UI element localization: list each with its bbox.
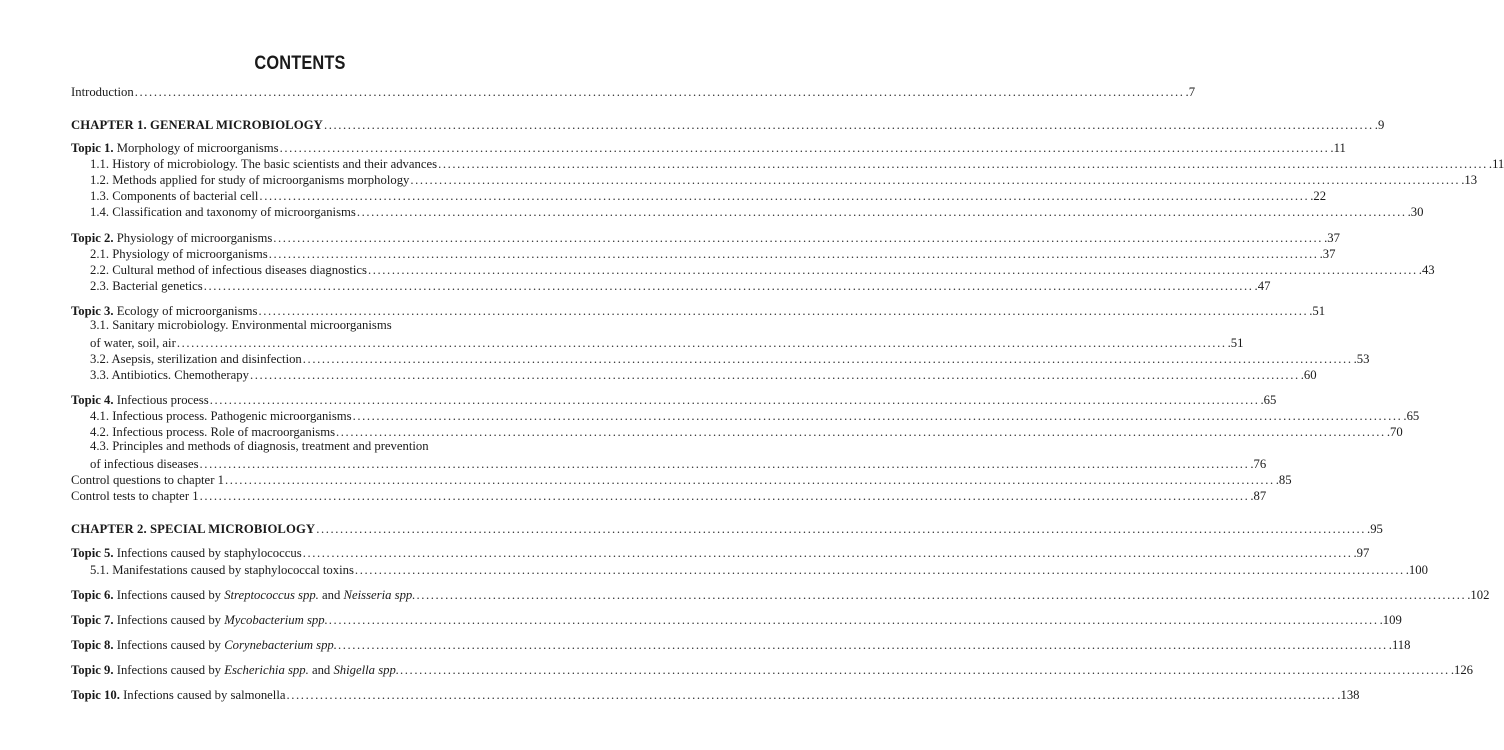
page-number: .65 <box>1403 409 1420 423</box>
toc-entry-topic-10[interactable] <box>71 686 1360 703</box>
page-number: .70 <box>1386 425 1403 439</box>
entry-label <box>71 141 279 156</box>
dot-leader: ............................................................................................................................................................................................................................ <box>176 336 1227 350</box>
dot-leader: ............................................................................................................................................................................................................................ <box>209 393 1260 407</box>
page-number: .85 <box>1275 473 1292 487</box>
entry-label: CHAPTER 1. GENERAL MICROBIOLOGY <box>71 118 323 132</box>
page-number: .53 <box>1353 352 1370 366</box>
toc-entry-topic-3[interactable] <box>71 302 1326 319</box>
entry-label: of infectious diseases <box>90 457 199 471</box>
topic-title: Infectious process <box>113 393 209 407</box>
dot-leader: ............................................................................................................................................................................................................................ <box>302 352 1353 366</box>
topic-number: Topic 7. <box>71 613 114 627</box>
entry-label <box>71 304 257 319</box>
topic-number: Topic 8. <box>71 638 114 652</box>
toc-entry-topic-6[interactable] <box>71 586 1490 603</box>
topic-title: Infections caused by <box>113 638 225 652</box>
toc-entry-topic-7[interactable] <box>71 611 1402 628</box>
page-number: .95 <box>1367 522 1383 536</box>
toc-entry-3-2[interactable] <box>90 350 1370 367</box>
entry-label: 1.3. Components of bacterial cell <box>90 189 259 203</box>
toc-entry-2-1[interactable] <box>90 245 1336 262</box>
topic-title: Infections caused by <box>113 613 225 627</box>
page-number: .22 <box>1310 189 1327 203</box>
page-number: .126 <box>1450 663 1474 677</box>
page-number: .13 <box>1461 173 1478 187</box>
genus-name: Shigella spp. <box>333 663 399 677</box>
page-number: .109 <box>1379 613 1402 627</box>
page-number: .9 <box>1374 118 1385 132</box>
dot-leader: ............................................................................................................................................................................................................................ <box>199 457 1250 471</box>
toc-entry-topic-9[interactable] <box>71 661 1474 678</box>
conjunction: and <box>308 663 334 677</box>
page-title: CONTENTS <box>254 53 346 74</box>
toc-entry-topic-8[interactable] <box>71 636 1411 653</box>
dot-leader: ............................................................................................................................................................................................................................ <box>259 189 1310 203</box>
page-number: .47 <box>1254 279 1271 293</box>
toc-entry-1-4[interactable] <box>90 203 1424 220</box>
topic-number: Topic 2. <box>71 231 114 245</box>
entry-label <box>71 638 337 653</box>
dot-leader: ............................................................................................................................................................................................................................ <box>203 279 1254 293</box>
entry-label: 4.2. Infectious process. Role of macroorganisms <box>90 425 336 439</box>
topic-title: Morphology of microorganisms <box>113 141 279 155</box>
toc-entry-4-3-line-1[interactable] <box>90 439 530 456</box>
dot-leader: ............................................................................................................................................................................................................................ <box>410 173 1461 187</box>
dot-leader: ............................................................................................................................................................................................................................ <box>416 588 1467 602</box>
entry-label <box>71 231 272 246</box>
toc-entry-3-1-line-1[interactable] <box>90 318 530 335</box>
toc-entry-chapter-1[interactable] <box>71 116 1385 133</box>
page-number: .37 <box>1324 231 1340 245</box>
page-number: .37 <box>1319 247 1336 261</box>
entry-label: Control questions to chapter 1 <box>71 473 224 487</box>
dot-leader: ............................................................................................................................................................................................................................ <box>302 546 1353 560</box>
entry-label: Introduction <box>71 85 134 99</box>
dot-leader: ............................................................................................................................................................................................................................ <box>438 157 1488 171</box>
entry-label: 2.1. Physiology of microorganisms <box>90 247 268 261</box>
entry-label: 1.4. Classification and taxonomy of microorganisms <box>90 205 356 219</box>
page-number: .43 <box>1418 263 1435 277</box>
toc-entry-4-3-line-2[interactable] <box>71 455 1267 472</box>
entry-label: 4.3. Principles and methods of diagnosis, treatment and prevention <box>90 439 429 453</box>
dot-leader: ............................................................................................................................................................................................................................ <box>199 489 1250 503</box>
topic-title: Infections caused by <box>113 663 225 677</box>
entry-label: 5.1. Manifestations caused by staphylococcal toxins <box>90 563 354 577</box>
topic-title: Infections caused by salmonella <box>119 688 286 702</box>
genus-name: Corynebacterium spp. <box>224 638 337 652</box>
toc-entry-3-3[interactable] <box>90 366 1317 383</box>
entry-label: Control tests to chapter 1 <box>71 489 199 503</box>
dot-leader: ............................................................................................................................................................................................................................ <box>258 304 1309 318</box>
dot-leader: ............................................................................................................................................................................................................................ <box>249 368 1300 382</box>
entry-label <box>71 688 285 703</box>
topic-number: Topic 5. <box>71 546 114 560</box>
page-number: .102 <box>1467 588 1490 602</box>
toc-entry-1-3[interactable] <box>90 187 1327 204</box>
topic-number: Topic 9. <box>71 663 114 677</box>
topic-title: Ecology of microorganisms <box>113 304 258 318</box>
toc-entry-2-2[interactable] <box>90 261 1435 278</box>
page-number: .51 <box>1227 336 1244 350</box>
entry-label <box>71 613 328 628</box>
page-number: .60 <box>1300 368 1317 382</box>
dot-leader: ............................................................................................................................................................................................................................ <box>323 118 1374 132</box>
dot-leader: ............................................................................................................................................................................................................................ <box>337 638 1388 652</box>
entry-label: 3.1. Sanitary microbiology. Environmental microorganisms <box>90 318 392 332</box>
dot-leader: ............................................................................................................................................................................................................................ <box>367 263 1418 277</box>
dot-leader: ............................................................................................................................................................................................................................ <box>352 409 1403 423</box>
page-number: .30 <box>1407 205 1424 219</box>
toc-entry-1-2[interactable] <box>90 171 1478 188</box>
entry-label: 1.2. Methods applied for study of microorganisms morphology <box>90 173 410 187</box>
entry-label: 2.2. Cultural method of infectious diseases diagnostics <box>90 263 367 277</box>
genus-name: Streptococcus spp. <box>224 588 319 602</box>
topic-number: Topic 10. <box>71 688 120 702</box>
entry-label: 1.1. History of microbiology. The basic scientists and their advances <box>90 157 438 171</box>
page-number: .100 <box>1405 563 1428 577</box>
topic-title: Physiology of microorganisms <box>113 231 273 245</box>
entry-label <box>71 546 302 561</box>
page-number: .76 <box>1250 457 1267 471</box>
entry-label: 4.1. Infectious process. Pathogenic microorganisms <box>90 409 352 423</box>
dot-leader: ............................................................................................................................................................................................................................ <box>224 473 1275 487</box>
dot-leader: ............................................................................................................................................................................................................................ <box>279 141 1330 155</box>
dot-leader: ............................................................................................................................................................................................................................ <box>268 247 1319 261</box>
page-number: .65 <box>1260 393 1277 407</box>
dot-leader: ............................................................................................................................................................................................................................ <box>400 663 1450 677</box>
toc-entry-2-3[interactable] <box>90 277 1271 294</box>
toc-entry-control-questions-1[interactable] <box>71 471 1292 488</box>
page-number: .7 <box>1185 85 1196 99</box>
topic-number: Topic 1. <box>71 141 114 155</box>
page-number: .87 <box>1250 489 1267 503</box>
toc-entry-5-1[interactable] <box>90 561 1428 578</box>
toc-entry-topic-1[interactable] <box>71 139 1346 156</box>
dot-leader: ............................................................................................................................................................................................................................ <box>336 425 1386 439</box>
page-number: .51 <box>1309 304 1326 318</box>
toc-entry-4-2[interactable] <box>90 423 1403 440</box>
page-number: .11 <box>1330 141 1346 155</box>
toc-entry-chapter-2[interactable] <box>71 520 1383 537</box>
dot-leader: ............................................................................................................................................................................................................................ <box>286 688 1337 702</box>
entry-label: CHAPTER 2. SPECIAL MICROBIOLOGY <box>71 522 316 536</box>
dot-leader: ............................................................................................................................................................................................................................ <box>356 205 1407 219</box>
conjunction: and <box>318 588 344 602</box>
entry-label <box>71 588 415 603</box>
toc-entry-control-tests-1[interactable] <box>71 487 1267 504</box>
toc-entry-topic-2[interactable] <box>71 229 1340 246</box>
dot-leader: ............................................................................................................................................................................................................................ <box>328 613 1379 627</box>
toc-entry-3-1-line-2[interactable] <box>71 334 1244 351</box>
toc-entry-introduction[interactable] <box>71 83 1196 100</box>
page-number: .118 <box>1388 638 1411 652</box>
toc-entry-topic-4[interactable] <box>71 391 1277 408</box>
page-number: .97 <box>1353 546 1370 560</box>
page-number: .138 <box>1337 688 1360 702</box>
page-number: .11 <box>1488 157 1504 171</box>
entry-label: 3.3. Antibiotics. Chemotherapy <box>90 368 249 382</box>
topic-title: Infections caused by <box>113 588 225 602</box>
topic-title: Infections caused by staphylococcus <box>113 546 302 560</box>
genus-name: Neisseria spp. <box>343 588 416 602</box>
dot-leader: ............................................................................................................................................................................................................................ <box>273 231 1324 245</box>
toc-entry-1-1[interactable] <box>90 155 1504 172</box>
dot-leader: ............................................................................................................................................................................................................................ <box>354 563 1405 577</box>
topic-number: Topic 3. <box>71 304 114 318</box>
toc-entry-4-1[interactable] <box>90 407 1420 424</box>
entry-label: of water, soil, air <box>90 336 176 350</box>
topic-number: Topic 4. <box>71 393 114 407</box>
genus-name: Mycobacterium spp. <box>224 613 328 627</box>
entry-label <box>71 393 209 408</box>
toc-entry-topic-5[interactable] <box>71 544 1370 561</box>
entry-label: 2.3. Bacterial genetics <box>90 279 203 293</box>
entry-label: 3.2. Asepsis, sterilization and disinfection <box>90 352 302 366</box>
genus-name: Escherichia spp. <box>224 663 309 677</box>
dot-leader: ............................................................................................................................................................................................................................ <box>134 85 1185 99</box>
dot-leader: ............................................................................................................................................................................................................................ <box>316 522 1367 536</box>
topic-number: Topic 6. <box>71 588 114 602</box>
entry-label <box>71 663 399 678</box>
